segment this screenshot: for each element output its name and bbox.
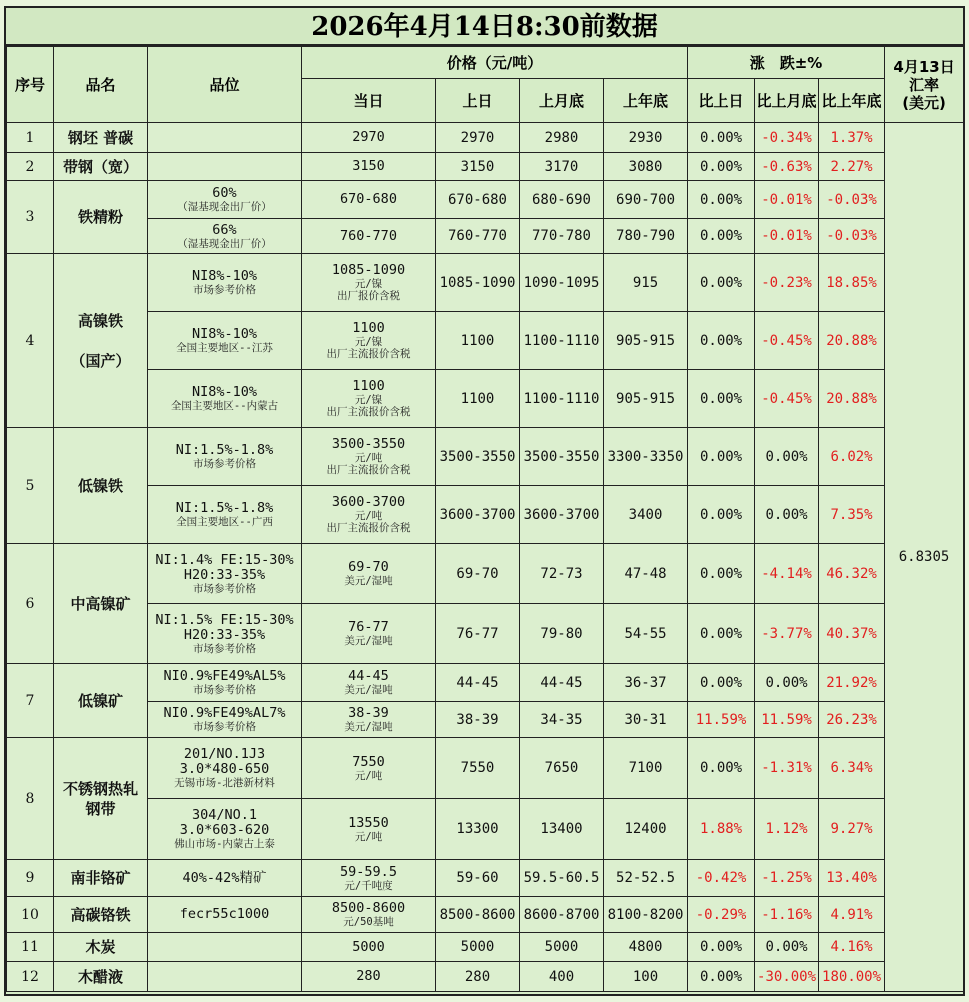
- row-index: 2: [7, 153, 54, 181]
- spec-note: （湿基现金出厂价）: [177, 237, 272, 250]
- price-today-note: 出厂主流报价含税: [326, 406, 411, 418]
- table-row: [7, 962, 964, 992]
- product-name-line2: 钢带: [85, 799, 116, 818]
- row-index: 1: [7, 123, 54, 153]
- change-vs-prev-day: 0.00%: [688, 428, 755, 486]
- spec-grade: NI0.9%FE49%AL5%: [163, 668, 286, 684]
- spec-cell: [148, 860, 302, 897]
- price-today-value: 2970: [352, 129, 385, 145]
- price-today: [302, 738, 436, 799]
- change-vs-last-month-end: -1.25%: [755, 860, 819, 897]
- price-last-year-end: 4800: [604, 933, 688, 962]
- change-vs-last-year-end: -0.03%: [819, 219, 885, 254]
- product-name-text: 不锈钢热轧: [62, 779, 138, 798]
- price-today-value: 760-770: [340, 227, 397, 244]
- spec-note: 全国主要地区--江苏: [176, 342, 273, 354]
- change-vs-prev-day: 0.00%: [688, 962, 755, 992]
- change-vs-prev-day: 0.00%: [688, 123, 755, 153]
- table-row: [7, 428, 964, 486]
- price-last-month-end: 7650: [520, 738, 604, 799]
- product-name-text: 南非铬矿: [70, 869, 131, 887]
- spec-grade-line2: H20:33-35%: [183, 626, 266, 643]
- table-row: [7, 702, 964, 738]
- price-today-unit: 元/50基吨: [343, 916, 394, 928]
- price-table-body: [7, 123, 964, 992]
- price-today-value: 1100: [352, 378, 385, 394]
- price-last-month-end: 1100-1110: [520, 370, 604, 428]
- spec-grade: NI:1.5%-1.8%: [175, 500, 274, 516]
- price-today-unit: 元/吨: [354, 510, 383, 522]
- price-today-value: 7550: [352, 753, 385, 770]
- header-name: 品名: [54, 47, 148, 123]
- product-name: [54, 962, 148, 992]
- row-index: 4: [7, 254, 54, 428]
- change-vs-last-year-end: 2.27%: [819, 153, 885, 181]
- spec-note: 无锡市场-北港新材料: [174, 777, 275, 789]
- price-last-month-end: 79-80: [520, 604, 604, 664]
- spec-cell: [148, 312, 302, 370]
- change-vs-last-year-end: 13.40%: [819, 860, 885, 897]
- change-vs-prev-day: -0.42%: [688, 860, 755, 897]
- price-prev-day: 1100: [436, 370, 520, 428]
- price-today: [302, 181, 436, 219]
- spec-grade: NI8%-10%: [191, 326, 258, 342]
- change-vs-last-month-end: -0.01%: [755, 219, 819, 254]
- price-today-unit: 元/镍: [354, 336, 383, 348]
- price-today-value: 3150: [352, 158, 385, 174]
- price-today: [302, 312, 436, 370]
- product-name: [54, 897, 148, 933]
- change-vs-prev-day: 0.00%: [688, 604, 755, 664]
- table-row: [7, 254, 964, 312]
- row-index: 11: [7, 933, 54, 962]
- change-vs-last-month-end: 11.59%: [755, 702, 819, 738]
- header-index: 序号: [7, 47, 54, 123]
- change-vs-last-year-end: 46.32%: [819, 544, 885, 604]
- price-last-month-end: 13400: [520, 799, 604, 860]
- price-prev-day: 5000: [436, 933, 520, 962]
- header-rate-label: 汇率: [909, 75, 940, 94]
- spec-note: 市场参考价格: [193, 642, 256, 655]
- price-last-year-end: 30-31: [604, 702, 688, 738]
- change-vs-last-year-end: 40.37%: [819, 604, 885, 664]
- table-row: [7, 486, 964, 544]
- price-today-note: 出厂主流报价含税: [326, 464, 411, 476]
- spec-cell: [148, 428, 302, 486]
- spec-grade: 201/NO.1J3: [183, 746, 266, 762]
- product-name: [54, 254, 148, 428]
- table-row: [7, 181, 964, 219]
- price-prev-day: 38-39: [436, 702, 520, 738]
- price-today-value: 76-77: [348, 619, 389, 635]
- header-exchange-rate: [885, 47, 964, 123]
- spec-grade-line2: H20:33-35%: [183, 566, 266, 583]
- price-today: [302, 897, 436, 933]
- product-name-text: 带钢（宽）: [62, 157, 138, 176]
- change-vs-last-month-end: -0.45%: [755, 370, 819, 428]
- spec-cell: [148, 962, 302, 992]
- change-vs-prev-day: 0.00%: [688, 664, 755, 702]
- change-vs-prev-day: 0.00%: [688, 219, 755, 254]
- change-vs-prev-day: 0.00%: [688, 312, 755, 370]
- exchange-rate-value: 6.8305: [885, 123, 964, 992]
- table-row: [7, 123, 964, 153]
- price-last-month-end: 1090-1095: [520, 254, 604, 312]
- spec-cell: [148, 370, 302, 428]
- product-name-text: 低镍矿: [77, 691, 123, 710]
- change-vs-last-month-end: -0.63%: [755, 153, 819, 181]
- spec-note: 市场参考价格: [193, 721, 256, 733]
- price-last-month-end: 2980: [520, 123, 604, 153]
- price-today: [302, 933, 436, 962]
- change-vs-last-year-end: -0.03%: [819, 181, 885, 219]
- price-last-year-end: 3300-3350: [604, 428, 688, 486]
- price-last-year-end: 12400: [604, 799, 688, 860]
- table-row: [7, 153, 964, 181]
- price-last-month-end: 3500-3550: [520, 428, 604, 486]
- change-vs-last-year-end: 6.34%: [819, 738, 885, 799]
- price-last-year-end: 905-915: [604, 370, 688, 428]
- price-last-month-end: 8600-8700: [520, 897, 604, 933]
- price-today: [302, 370, 436, 428]
- change-vs-prev-day: 0.00%: [688, 370, 755, 428]
- price-today-value: 280: [356, 968, 381, 984]
- price-today-note: 出厂主流报价含税: [326, 522, 411, 534]
- header-today: 当日: [302, 79, 436, 123]
- price-last-year-end: 36-37: [604, 664, 688, 702]
- price-prev-day: 3500-3550: [436, 428, 520, 486]
- row-index: 9: [7, 860, 54, 897]
- product-name-text: 钢坯 普碳: [67, 128, 134, 147]
- price-prev-day: 7550: [436, 738, 520, 799]
- change-vs-last-month-end: -0.23%: [755, 254, 819, 312]
- change-vs-last-year-end: 4.16%: [819, 933, 885, 962]
- price-today: [302, 254, 436, 312]
- table-row: [7, 370, 964, 428]
- table-row: [7, 219, 964, 254]
- spec-grade: NI:1.4% FE:15-30%: [155, 551, 294, 568]
- change-vs-prev-day: 0.00%: [688, 486, 755, 544]
- spec-cell: [148, 897, 302, 933]
- price-today: [302, 219, 436, 254]
- price-today: [302, 153, 436, 181]
- price-today-unit: 美元/湿吨: [344, 684, 393, 696]
- spec-grade: fecr55c1000: [179, 906, 270, 922]
- table-row: [7, 738, 964, 799]
- price-last-year-end: 7100: [604, 738, 688, 799]
- spec-cell: [148, 604, 302, 664]
- change-vs-last-month-end: -0.01%: [755, 181, 819, 219]
- change-vs-last-year-end: 20.88%: [819, 370, 885, 428]
- header-vs-prev-day: 比上日: [688, 79, 755, 123]
- price-today-unit: 美元/湿吨: [344, 575, 393, 587]
- price-today-value: 13550: [348, 814, 389, 831]
- change-vs-last-month-end: -1.16%: [755, 897, 819, 933]
- change-vs-prev-day: 0.00%: [688, 544, 755, 604]
- change-vs-prev-day: 0.00%: [688, 254, 755, 312]
- price-today-unit: 元/吨: [354, 830, 383, 843]
- change-vs-last-year-end: 20.88%: [819, 312, 885, 370]
- spec-grade: 304/NO.1: [191, 807, 258, 823]
- product-name-line2: （国产）: [70, 351, 131, 370]
- price-last-year-end: 2930: [604, 123, 688, 153]
- change-vs-last-year-end: 7.35%: [819, 486, 885, 544]
- spec-note: 全国主要地区--内蒙古: [170, 400, 279, 412]
- price-prev-day: 2970: [436, 123, 520, 153]
- spec-grade-line2: 3.0*480-650: [179, 761, 270, 777]
- price-last-year-end: 52-52.5: [604, 860, 688, 897]
- price-today: [302, 604, 436, 664]
- price-last-month-end: 59.5-60.5: [520, 860, 604, 897]
- product-name-text: 中高镍矿: [70, 594, 131, 613]
- price-last-month-end: 3600-3700: [520, 486, 604, 544]
- price-last-year-end: 47-48: [604, 544, 688, 604]
- change-vs-last-month-end: -0.45%: [755, 312, 819, 370]
- price-today-unit: 元/镍: [354, 278, 383, 290]
- change-vs-prev-day: 0.00%: [688, 181, 755, 219]
- price-today-value: 44-45: [348, 668, 389, 684]
- change-vs-last-year-end: 26.23%: [819, 702, 885, 738]
- header-rate-date: 4月13日: [893, 57, 955, 76]
- change-vs-last-month-end: -30.00%: [755, 962, 819, 992]
- price-today-note: 出厂报价含税: [337, 290, 400, 302]
- change-vs-prev-day: 1.88%: [688, 799, 755, 860]
- table-row: [7, 544, 964, 604]
- table-row: [7, 312, 964, 370]
- header-prev-day: 上日: [436, 79, 520, 123]
- price-today: [302, 962, 436, 992]
- spec-note: 市场参考价格: [193, 284, 256, 296]
- change-vs-last-year-end: 6.02%: [819, 428, 885, 486]
- spec-grade: 40%-42%精矿: [182, 869, 267, 886]
- price-last-year-end: 780-790: [604, 219, 688, 254]
- table-row: [7, 664, 964, 702]
- spec-cell: [148, 702, 302, 738]
- product-name-text: 铁精粉: [77, 208, 123, 226]
- table-row: [7, 604, 964, 664]
- table-row: [7, 860, 964, 897]
- price-today: [302, 428, 436, 486]
- price-last-year-end: 905-915: [604, 312, 688, 370]
- change-vs-last-month-end: 0.00%: [755, 486, 819, 544]
- price-today-value: 3600-3700: [331, 494, 406, 510]
- spec-note: 全国主要地区--广西: [176, 516, 273, 528]
- price-today-value: 69-70: [348, 559, 389, 575]
- price-sheet: [4, 6, 965, 996]
- spec-cell: [148, 219, 302, 254]
- change-vs-prev-day: 11.59%: [688, 702, 755, 738]
- price-last-year-end: 3400: [604, 486, 688, 544]
- header-last-month-end: 上月底: [520, 79, 604, 123]
- row-index: 10: [7, 897, 54, 933]
- product-name: [54, 860, 148, 897]
- spec-note: 佛山市场-内蒙古上泰: [174, 838, 275, 850]
- price-last-year-end: 8100-8200: [604, 897, 688, 933]
- header-last-year-end: 上年底: [604, 79, 688, 123]
- price-last-year-end: 100: [604, 962, 688, 992]
- product-name: [54, 933, 148, 962]
- price-last-month-end: 5000: [520, 933, 604, 962]
- price-today-unit: 元/吨: [354, 452, 383, 464]
- spec-grade-line2: 3.0*603-620: [179, 822, 270, 838]
- price-today-value: 38-39: [348, 705, 389, 721]
- price-today: [302, 799, 436, 860]
- spec-cell: [148, 486, 302, 544]
- price-today-note: 出厂主流报价含税: [326, 348, 411, 360]
- price-last-month-end: 72-73: [520, 544, 604, 604]
- spec-cell: [148, 181, 302, 219]
- price-today-value: 1100: [352, 320, 385, 336]
- price-last-year-end: 54-55: [604, 604, 688, 664]
- price-today-value: 8500-8600: [331, 900, 406, 916]
- price-today: [302, 860, 436, 897]
- price-prev-day: 1085-1090: [436, 254, 520, 312]
- price-last-year-end: 915: [604, 254, 688, 312]
- product-name: [54, 181, 148, 254]
- price-prev-day: 8500-8600: [436, 897, 520, 933]
- price-today-value: 5000: [352, 938, 385, 955]
- product-name-text: 高镍铁: [77, 311, 123, 330]
- change-vs-prev-day: 0.00%: [688, 738, 755, 799]
- price-last-month-end: 770-780: [520, 219, 604, 254]
- product-name: [54, 123, 148, 153]
- price-prev-day: 3600-3700: [436, 486, 520, 544]
- price-table: [6, 46, 964, 992]
- price-today: [302, 123, 436, 153]
- price-today: [302, 544, 436, 604]
- change-vs-last-month-end: 0.00%: [755, 933, 819, 962]
- spec-cell: [148, 153, 302, 181]
- price-last-month-end: 400: [520, 962, 604, 992]
- price-last-month-end: 680-690: [520, 181, 604, 219]
- change-vs-last-month-end: -4.14%: [755, 544, 819, 604]
- price-today-unit: 元/吨: [354, 769, 383, 782]
- price-today-unit: 元/镍: [354, 394, 383, 406]
- change-vs-last-month-end: -0.34%: [755, 123, 819, 153]
- change-vs-last-month-end: 1.12%: [755, 799, 819, 860]
- price-prev-day: 44-45: [436, 664, 520, 702]
- spec-grade: 60%: [212, 185, 237, 201]
- header-spec: 品位: [148, 47, 302, 123]
- spec-grade: NI8%-10%: [191, 384, 258, 400]
- price-prev-day: 69-70: [436, 544, 520, 604]
- row-index: 5: [7, 428, 54, 544]
- change-vs-last-year-end: 9.27%: [819, 799, 885, 860]
- spec-note: 市场参考价格: [193, 684, 256, 696]
- product-name: [54, 738, 148, 860]
- price-prev-day: 3150: [436, 153, 520, 181]
- price-prev-day: 76-77: [436, 604, 520, 664]
- change-vs-last-year-end: 1.37%: [819, 123, 885, 153]
- price-prev-day: 59-60: [436, 860, 520, 897]
- row-index: 6: [7, 544, 54, 664]
- sheet-title: 2026年4月14日8:30前数据: [6, 8, 963, 46]
- product-name: [54, 544, 148, 664]
- price-last-month-end: 1100-1110: [520, 312, 604, 370]
- row-index: 12: [7, 962, 54, 992]
- header-change-group: 涨 跌±%: [688, 47, 885, 79]
- spec-grade: 66%: [212, 221, 237, 238]
- price-today-value: 59-59.5: [340, 863, 397, 880]
- change-vs-prev-day: -0.29%: [688, 897, 755, 933]
- spec-cell: [148, 933, 302, 962]
- product-name-text: 木炭: [85, 938, 116, 956]
- spec-cell: [148, 664, 302, 702]
- price-prev-day: 280: [436, 962, 520, 992]
- spec-grade: NI:1.5%-1.8%: [175, 442, 274, 458]
- product-name: [54, 153, 148, 181]
- spec-grade: NI0.9%FE49%AL7%: [163, 705, 286, 721]
- row-index: 3: [7, 181, 54, 254]
- spec-note: （湿基现金出厂价）: [177, 201, 272, 213]
- header-vs-last-month-end: 比上月底: [755, 79, 819, 123]
- header-rate-unit: (美元): [902, 93, 946, 112]
- header-vs-last-year-end: 比上年底: [819, 79, 885, 123]
- change-vs-last-year-end: 21.92%: [819, 664, 885, 702]
- price-prev-day: 670-680: [436, 181, 520, 219]
- price-today-value: 3500-3550: [331, 436, 406, 452]
- product-name-text: 高碳铬铁: [70, 905, 131, 924]
- change-vs-last-month-end: 0.00%: [755, 428, 819, 486]
- spec-cell: [148, 799, 302, 860]
- price-prev-day: 760-770: [436, 219, 520, 254]
- price-today: [302, 486, 436, 544]
- price-prev-day: 13300: [436, 799, 520, 860]
- price-today: [302, 702, 436, 738]
- product-name: [54, 428, 148, 544]
- price-prev-day: 1100: [436, 312, 520, 370]
- price-last-month-end: 44-45: [520, 664, 604, 702]
- price-today: [302, 664, 436, 702]
- row-index: 7: [7, 664, 54, 738]
- change-vs-prev-day: 0.00%: [688, 153, 755, 181]
- price-last-month-end: 34-35: [520, 702, 604, 738]
- product-name: [54, 664, 148, 738]
- price-last-year-end: 690-700: [604, 181, 688, 219]
- price-today-unit: 元/千吨度: [344, 879, 393, 892]
- price-today-value: 670-680: [340, 191, 397, 207]
- change-vs-last-month-end: 0.00%: [755, 664, 819, 702]
- spec-note: 市场参考价格: [193, 458, 256, 470]
- change-vs-last-year-end: 18.85%: [819, 254, 885, 312]
- table-row: [7, 799, 964, 860]
- spec-cell: [148, 738, 302, 799]
- price-today-unit: 美元/湿吨: [344, 635, 393, 647]
- price-today-value: 1085-1090: [331, 262, 406, 278]
- price-today-unit: 美元/湿吨: [344, 721, 393, 733]
- spec-grade: NI8%-10%: [191, 268, 258, 284]
- table-row: [7, 933, 964, 962]
- spec-cell: [148, 254, 302, 312]
- row-index: 8: [7, 738, 54, 860]
- change-vs-prev-day: 0.00%: [688, 933, 755, 962]
- change-vs-last-month-end: -3.77%: [755, 604, 819, 664]
- spec-grade: NI:1.5% FE:15-30%: [155, 611, 294, 628]
- change-vs-last-year-end: 4.91%: [819, 897, 885, 933]
- spec-cell: [148, 544, 302, 604]
- product-name-text: 木醋液: [77, 967, 123, 986]
- price-last-month-end: 3170: [520, 153, 604, 181]
- product-name-text: 低镍铁: [77, 476, 123, 495]
- header-price-group: 价格（元/吨）: [302, 47, 688, 79]
- change-vs-last-month-end: -1.31%: [755, 738, 819, 799]
- spec-cell: [148, 123, 302, 153]
- table-row: [7, 897, 964, 933]
- change-vs-last-year-end: 180.00%: [819, 962, 885, 992]
- spec-note: 市场参考价格: [193, 582, 256, 595]
- price-last-year-end: 3080: [604, 153, 688, 181]
